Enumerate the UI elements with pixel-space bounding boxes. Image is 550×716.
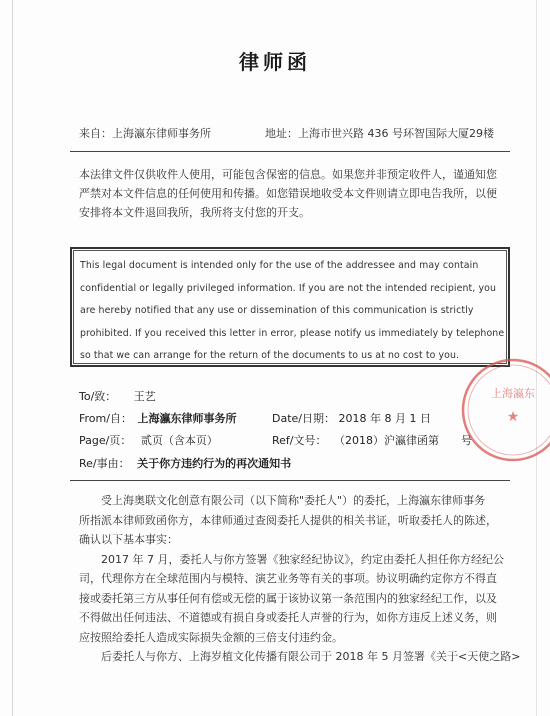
body-divider [70, 480, 510, 481]
notice-en-line: prohibited. If you received this letter in error, please notify us immediately by telephone [80, 327, 505, 339]
date-row [272, 410, 431, 426]
ref-row [272, 432, 472, 448]
body-line: 2017 年 7 月，委托人与你方签署《独家经纪协议》，约定由委托人担任你方经纪公 [101, 552, 504, 566]
ref-value: （2018）沪瀛律函第 号 [334, 434, 472, 447]
re-label: Re/事由： [79, 457, 130, 470]
ref-label: Ref/文号： [272, 434, 327, 447]
sender-address: 地址：上海市世兴路 436 号环智国际大厦29楼 [265, 127, 494, 140]
body-line: 司，代理你方在全球范围内与模特、演艺业务等有关的事项。协议明确约定你方不得直 [79, 572, 497, 585]
to-value: 王艺 [133, 390, 156, 403]
notice-en-line: so that we can arrange for the return of the documents to us at no cost to you. [80, 350, 460, 361]
document-title: 律师函 [239, 50, 311, 74]
notice-en-line: confidential or legally privileged information. If you are not the intended recipient, you [80, 282, 497, 294]
body-line: 后委托人与你方、上海岁植文化传播有限公司于 2018 年 5 月签署《关于<天使之路> [101, 650, 521, 663]
body-line: 确认以下基本事实： [79, 533, 178, 546]
page-label: Page/页： [79, 434, 132, 447]
from-row [79, 410, 236, 426]
sender-firm: 来自：上海瀛东律师事务所 [79, 127, 211, 140]
confidentiality-notice-zh [79, 165, 509, 222]
svg-text:上海瀛东: 上海瀛东 [491, 387, 535, 400]
letter-body [79, 491, 519, 667]
notice-zh-line: 本法律文件仅供收件人使用，可能包含保密的信息。如果您并非预定收件人，谨通知您 [79, 168, 497, 181]
from-value: 上海瀛东律师事务所 [137, 412, 237, 425]
re-row [79, 455, 291, 471]
body-line: 受上海奥联文化创意有限公司（以下简称"委托人"）的委托，上海瀛东律师事务 [101, 494, 486, 507]
re-value: 关于你方违约行为的再次通知书 [137, 457, 292, 470]
from-label: From/自： [79, 412, 132, 425]
law-firm-seal [458, 355, 550, 465]
confidentiality-notice-en [80, 255, 505, 368]
page-value: 贰页（含本页） [140, 434, 218, 447]
to-row [79, 388, 156, 404]
to-label: To/致： [79, 390, 117, 403]
notice-zh-line: 安排将本文件退回我所，我所将支付您的开支。 [79, 206, 310, 219]
date-value: 2018 年 8 月 1 日 [338, 412, 431, 425]
date-label: Date/日期： [272, 412, 335, 425]
page-row [79, 432, 218, 448]
body-line: 接或委托第三方从事任何有偿或无偿的属于该协议第一条范围内的独家经纪工作，以及 [79, 591, 497, 605]
svg-text:★: ★ [506, 409, 520, 425]
header-divider [70, 151, 510, 152]
notice-en-line: are hereby notified that any use or dissemination of this communication is strictly [80, 305, 474, 316]
body-line: 应按照给委托人造成实际损失金额的三倍支付违约金。 [79, 630, 343, 644]
notice-en-line: This legal document is intended only for the use of the addressee and may contain [80, 260, 479, 271]
page-edge-left [12, 0, 13, 716]
body-line: 所指派本律师致函你方，本律师通过查阅委托人提供的相关书证，听取委托人的陈述， [79, 513, 497, 527]
notice-zh-line: 严禁对本文件信息的任何使用和传播。如您错误地收受本文件则请立即电告我所，以便 [79, 187, 497, 200]
body-line: 不得做出任何违法、不道德或有损自身或委托人声誉的行为，如你方违反上述义务，则 [79, 611, 497, 624]
